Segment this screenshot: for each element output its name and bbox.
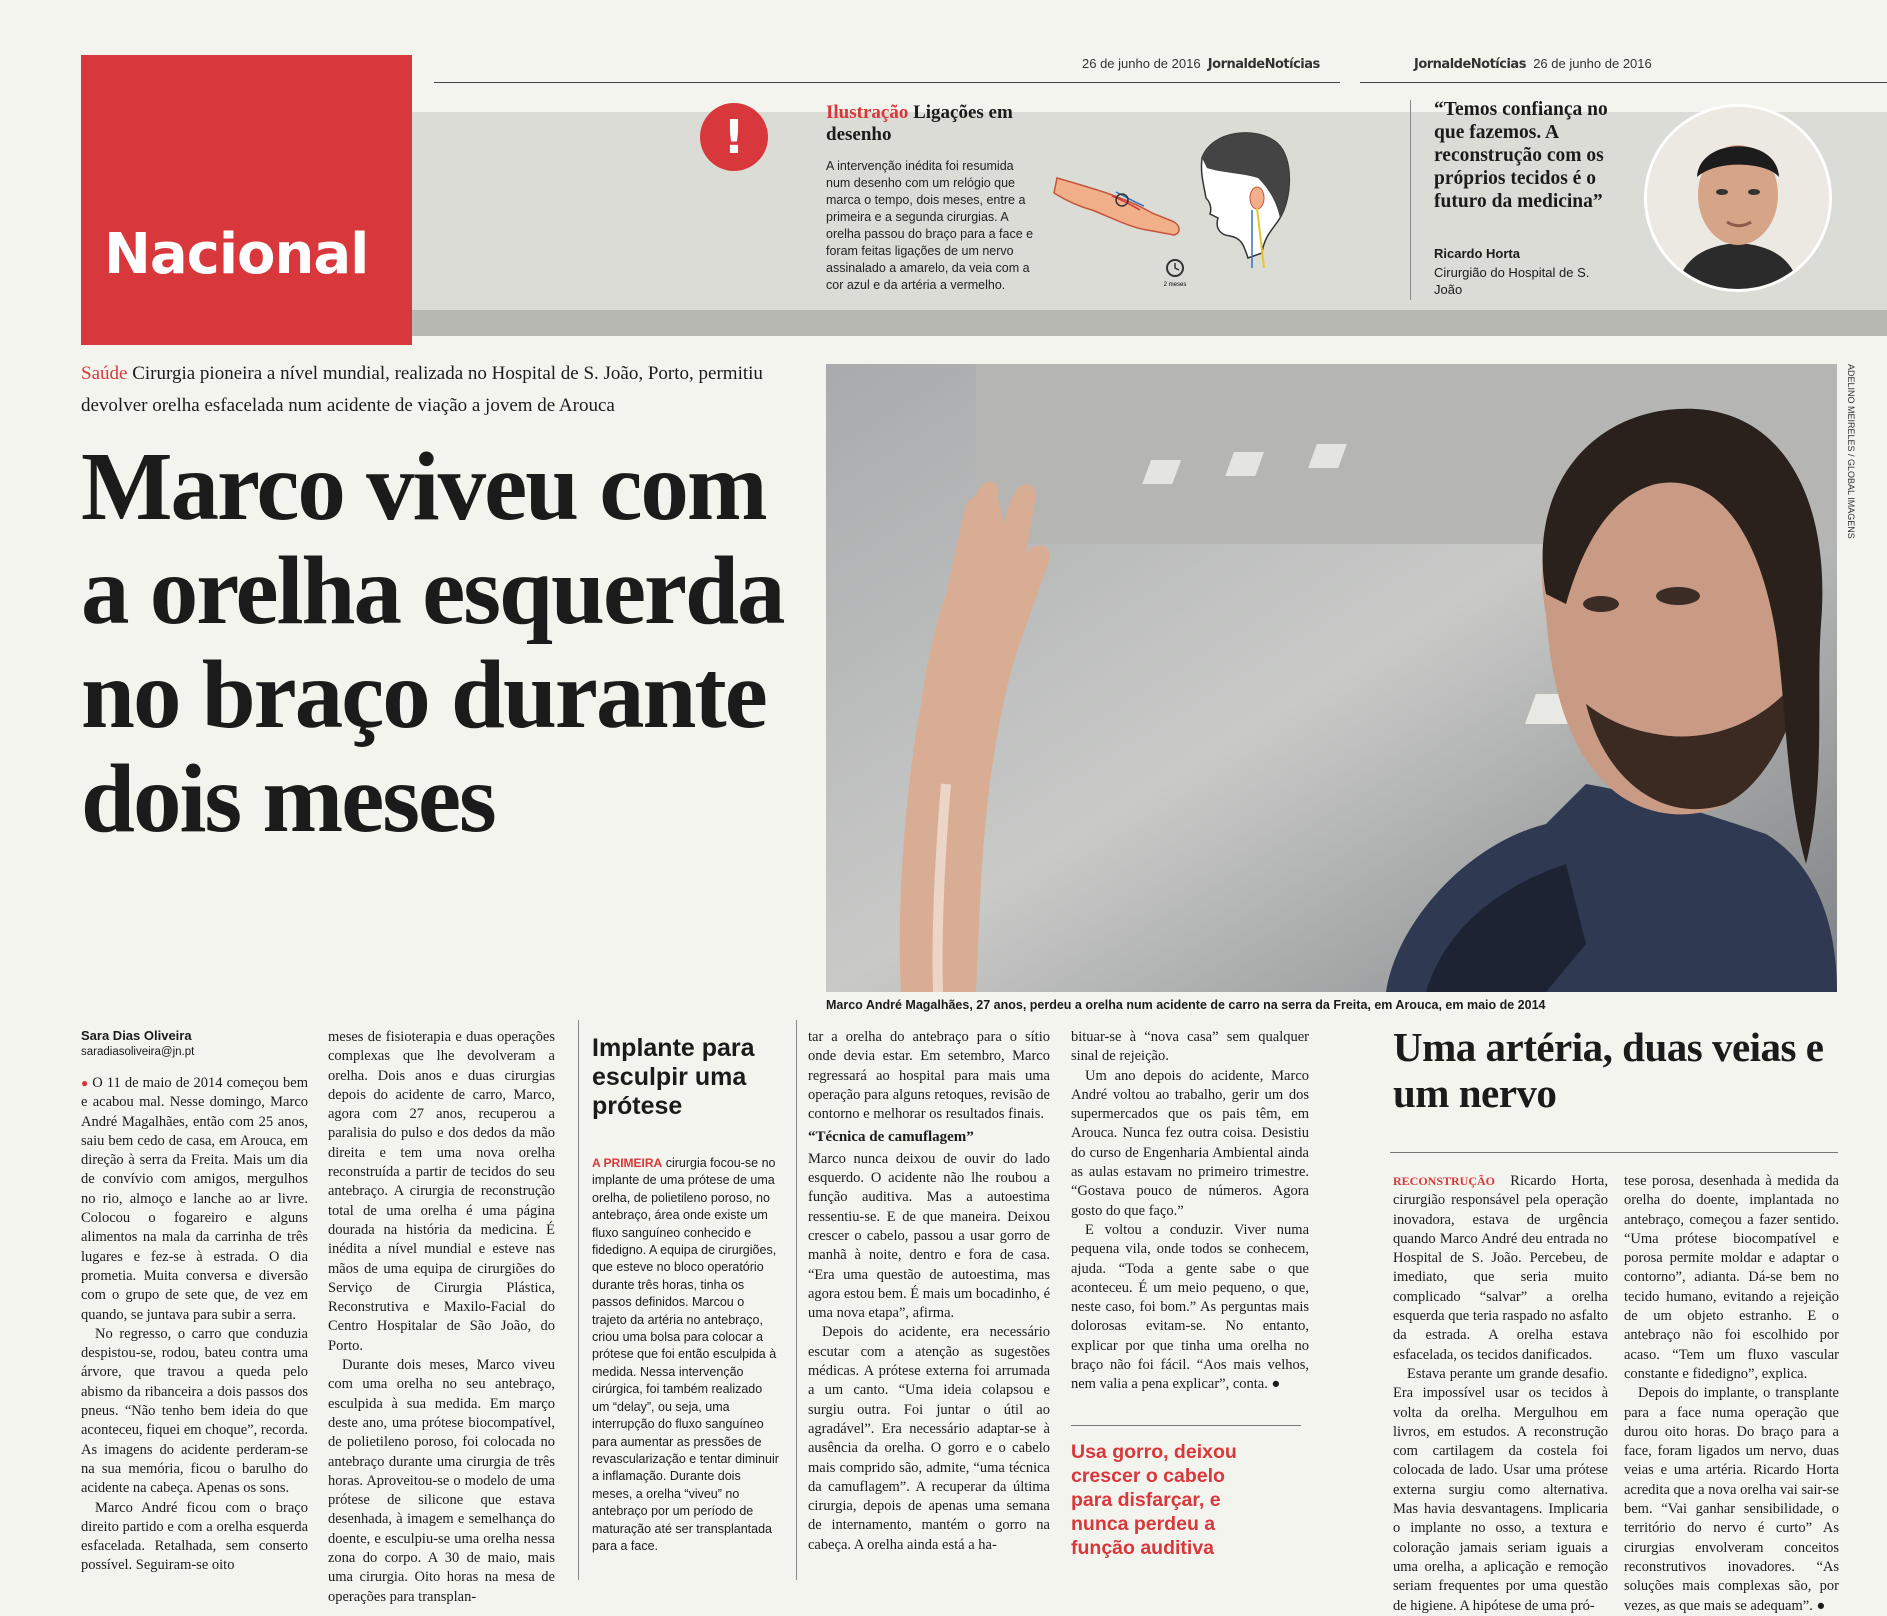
top-rule-left bbox=[434, 82, 1340, 83]
quote-role: Cirurgião do Hospital de S. João bbox=[1434, 265, 1590, 297]
paragraph: bituar-se à “nova casa” sem qualquer sinal de rejeição. bbox=[1071, 1029, 1309, 1065]
box-column-1 bbox=[1393, 1172, 1608, 1616]
box-column-2 bbox=[1624, 1172, 1839, 1616]
portrait-photo bbox=[1644, 104, 1832, 292]
section-box bbox=[81, 55, 412, 345]
box-label: RECONSTRUÇÃO bbox=[1393, 1174, 1496, 1188]
sidebar-title: Implante para esculpir uma prótese bbox=[592, 1034, 755, 1120]
illustration-title bbox=[826, 102, 1046, 146]
byline-author: Sara Dias Oliveira bbox=[81, 1028, 192, 1043]
byline-email: saradiasoliveira@jn.pt bbox=[81, 1046, 195, 1058]
pull-quote: “Temos confiança no que fazemos. A reconstrução com os próprios tecidos é o futuro da medicina” bbox=[1434, 99, 1608, 212]
paragraph: Marco nunca deixou de ouvir do lado esquerdo. O acidente não lhe roubou a função auditiva. Mas a autoestima ressentiu-se. E de que maneira. Deixou crescer o cabelo, passou a usar gorro de manhã à noite, dentro e fora de casa. “Era uma questão de autoestima, mas agora estou bem. É mais um bocadinho, é uma nova etapa”, afirma. bbox=[808, 1150, 1051, 1322]
paragraph: ● O 11 de maio de 2014 começou bem e acabou mal. Nesse domingo, Marco André Magalhães, então com 25 anos, saiu bem cedo de casa, em Arouca, em direção à serra da Freita. Mais um dia de convívio com amigos, mergulhos no rio, almoço e lanche ao ar livre. Colocou o fogareiro e alguns alimentos na mala da carrinha de três lugares e fez-se à estrada. O dia prometia. Muita conversa e diversão com o grupo de sete que, de vez em quando, se juntava para subir a serra. bbox=[81, 1075, 308, 1323]
paragraph: Depois do acidente, era necessário escutar com a atenção as sugestões médicas. A prótese externa foi arrumada a um canto. “Uma ideia colapsou e surgiu outra. Foi juntar o útil ao agradável”. Era necessário adaptar-se à ausência da orelha. O gorro e o cabelo mais comprido são, admite, “uma técnica da camuflagem”. A recuperar da última cirurgia, depois de apenas uma semana de internamento, mantém o gorro na cabeça. A orelha ainda está a ha- bbox=[808, 1324, 1050, 1553]
paragraph: RECONSTRUÇÃO Ricardo Horta, cirurgião responsável pela operação inovadora, estava de urgência quando Marco André deu entrada no Hospital de S. João. Percebeu, de imediato, que seria muito complicado “salvar” a orelha esquerda que teria raspado no asfalto da estrada. A orelha estava esfacelada, os tecidos danificados. bbox=[1393, 1173, 1608, 1363]
paragraph: E voltou a conduzir. Viver numa pequena vila, onde todos se conhecem, ajuda. “Toda a gente sabe o que aconteceu. É um meio pequeno, o que, neste caso, foi bom.” As perguntas mais dolorosas evitam-se. No entanto, explicar por que tinha uma orelha no braço não foi fácil. “Aos mais velhos, nem valia a pena explicar”, conta. ● bbox=[1071, 1221, 1309, 1393]
header-band-stripe bbox=[412, 310, 1887, 336]
box-title-rule bbox=[1390, 1152, 1838, 1153]
illustration-body: A intervenção inédita foi resumida num desenho com um relógio que marca o tempo, dois meses, entre a primeira e a segunda cirurgias. A orelha passou do braço para a face e foram feitas ligações de um nervo assinalado a amarelo, da veia com a cor azul e da artéria a vermelho. bbox=[826, 159, 1034, 292]
sidebar-label: A PRIMEIRA bbox=[592, 1156, 663, 1170]
clock-caption: 2 meses bbox=[1163, 282, 1187, 288]
main-photo bbox=[826, 364, 1837, 992]
page-date-left: 26 de junho de 2016 JornaldeNotícias bbox=[1082, 56, 1320, 72]
sidebar-body bbox=[592, 1155, 782, 1555]
photo-caption: Marco André Magalhães, 27 anos, perdeu a orelha num acidente de carro na serra da Freita, em Arouca, em maio de 2014 bbox=[826, 998, 1546, 1012]
paragraph: No regresso, o carro que conduzia despistou-se, rodou, bateu contra uma árvore, que travou a queda pelo abismo da ribanceira a dois passos dos pneus. “Não tenho bem ideia do que aconteceu, fiquei em choque”, recorda. As imagens do acidente perderam-se na sua memória, ficou o barulho do acidente na cabeça. Apenas os sons. bbox=[81, 1325, 308, 1497]
illustration-heading: Ligações em desenho bbox=[826, 102, 1013, 145]
kicker-label: Saúde bbox=[81, 363, 128, 384]
quote-author: Ricardo Horta bbox=[1434, 246, 1520, 261]
top-rule-right bbox=[1360, 82, 1887, 83]
paragraph: Depois do implante, o transplante para a face numa operação que durou oito horas. Do braço para a face, foram ligados um nervo, duas veias e uma artéria. Ricardo Horta acredita que a nova orelha vai sair-se bem. “Vai ganhar sensibilidade, o território do nervo é curto” As cirurgias envolveram conceitos reconstrutivos inovadores. “As soluções mais complexas são, por vezes, as que mais se adequam”. ● bbox=[1624, 1385, 1839, 1614]
arm-drawing-icon bbox=[1054, 178, 1179, 235]
article-column-4 bbox=[808, 1028, 1050, 1555]
clock-icon bbox=[1167, 260, 1183, 276]
paragraph: Marco André ficou com o braço direito partido e com a orelha esquerda esfacelada. Retalhada, sem conserto possível. Seguiram-se oito bbox=[81, 1499, 308, 1574]
kicker bbox=[81, 358, 781, 422]
paragraph: tar a orelha do antebraço para o sítio onde devia estar. Em setembro, Marco regressará ao hospital para mais uma operação para alguns retoques, revisão de contorno e melhorar os resultados finais. bbox=[808, 1029, 1050, 1123]
pull-headline: Usa gorro, deixou crescer o cabelo para disfarçar, e nunca perdeu a função auditiva bbox=[1071, 1441, 1237, 1559]
paragraph: Um ano depois do acidente, Marco André voltou ao trabalho, gerir um dos supermercados que os pais têm, em Arouca. Nunca fez outra coisa. Desistiu do curso de Engenharia Ambiental ainda as aulas estavam no primeiro trimestre. “Gostava pouco de números. Agora gosto do que faço.” bbox=[1071, 1067, 1309, 1219]
separator-sidebar-left bbox=[578, 1020, 579, 1580]
paragraph: Estava perante um grande desafio. Era impossível usar os tecidos à volta da orelha. Mergulhou em livros, em estudos. A reconstrução com cartilagem da costela foi colocada de lado. Usar uma prótese externa surgiu como alternativa. Mas havia desvantagens. Implicaria o implante no osso, a textura e coloração jamais seriam iguais a uma orelha, a aplicação e remoção seriam frequentes por uma questão de higiene. A hipótese de uma pró- bbox=[1393, 1365, 1608, 1614]
box-title: Uma artéria, duas veias e um nervo bbox=[1393, 1024, 1824, 1116]
kicker-text: Cirurgia pioneira a nível mundial, realizada no Hospital de S. João, Porto, permitiu devolver orelha esfacelada num acidente de viação a jovem de Arouca bbox=[81, 363, 763, 416]
separator-quote bbox=[1410, 100, 1411, 300]
paragraph: Durante dois meses, Marco viveu com uma orelha no seu antebraço, esculpida à sua medida. Em março deste ano, uma prótese biocompatível, de polietileno poroso, foi colocada no antebraço durante uma cirurgia de três horas. Aproveitou-se o modelo de uma prótese de silicone que estava desenhada, à imagem e semelhança do doente, e esculpiu-se uma orelha nessa zona do corpo. A 30 de maio, mais uma cirurgia. Oito horas na mesa de operações para transplan- bbox=[328, 1357, 555, 1605]
article-column-5 bbox=[1071, 1028, 1309, 1395]
head-profile-icon bbox=[1201, 133, 1289, 268]
page-date-right: JornaldeNotícias 26 de junho de 2016 bbox=[1414, 56, 1652, 72]
article-column-1 bbox=[81, 1074, 308, 1576]
exclamation-icon: ! bbox=[700, 103, 768, 171]
lead-bullet: ● bbox=[81, 1076, 93, 1090]
photo-credit: ADELINO MEIRELES / GLOBAL IMAGENS bbox=[1846, 364, 1856, 539]
sidebar-text: cirurgia focou-se no implante de uma prótese de uma orelha, de polietileno poroso, no antebraço, área onde existe um fluxo sanguíneo conhecido e fidedigno. A equipa de cirurgiões, que esteve no bloco operatório durante três horas, tinha os passos definidos. Marcou o trajeto da artéria no antebraço, criou uma bolsa para colocar a prótese que foi então esculpida à medida. Nessa intervenção cirúrgica, foi também realizado um “delay”, ou seja, uma interrupção do fluxo sanguíneo para aumentar as pressões de revascularização e tentar diminuir a inflamação. Durante dois meses, a orelha “viveu” no antebraço por um período de maturação até ser transplantada para a face. bbox=[592, 1156, 779, 1553]
illustration-drawing bbox=[1052, 118, 1307, 288]
paragraph: tese porosa, desenhada à medida da orelha do doente, implantada no antebraço, começou a fazer sentido. “Uma prótese biocompatível e porosa permite moldar e adaptar o contorno”, adianta. Dá-se bem no tecido humano, evitando a rejeição de um objeto estranho. E o antebraço não foi escolhido por acaso. “Tem um fluxo vascular constante e fidedigno”, explica. bbox=[1624, 1173, 1839, 1382]
article-column-2 bbox=[328, 1028, 555, 1607]
headline: Marco viveu com a orelha esquerda no braço durante dois meses bbox=[81, 433, 784, 852]
separator-sidebar-right bbox=[796, 1020, 797, 1580]
paragraph: meses de fisioterapia e duas operações complexas que lhe devolveram a orelha. Dois anos e duas cirurgias depois do acidente de carro, Marco, agora com 27 anos, recuperou a paralisia do pulso e dos dedos da mão direita e tem uma nova orelha reconstruída a partir de tecidos do seu antebraço. A cirurgia de reconstrução total de uma orelha é uma página dourada na história da medicina. É inédita a nível mundial e esteve nas mãos de uma equipa de cirurgiões do Serviço de Cirurgia Plástica, Reconstrutiva e Maxilo-Facial do Centro Hospitalar de São João, do Porto. bbox=[328, 1029, 555, 1354]
pull-head-rule bbox=[1071, 1425, 1301, 1426]
section-title: Nacional bbox=[104, 222, 369, 287]
subhead: “Técnica de camuflagem” bbox=[808, 1129, 974, 1146]
illustration-label: Ilustração bbox=[826, 102, 909, 123]
